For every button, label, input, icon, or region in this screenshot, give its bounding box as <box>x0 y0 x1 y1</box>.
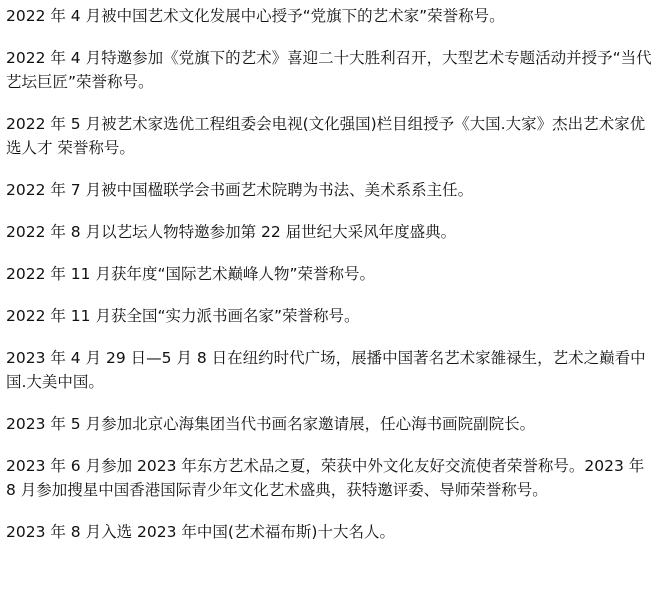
entry-8: 2023 年 4 月 29 日—5 月 8 日在纽约时代广场，展播中国著名艺术家雒禄生，艺术之巅看中国.大美中国。 <box>6 349 646 391</box>
entry-7: 2022 年 11 月获全国“实力派书画名家”荣誉称号。 <box>6 307 360 325</box>
entry-5: 2022 年 8 月以艺坛人物特邀参加第 22 届世纪大采风年度盛典。 <box>6 223 457 241</box>
entry-1: 2022 年 4 月被中国艺术文化发展中心授予“党旗下的艺术家”荣誉称号。 <box>6 7 505 25</box>
entry-4: 2022 年 7 月被中国楹联学会书画艺术院聘为书法、美术系系主任。 <box>6 181 474 199</box>
document-body <box>6 4 654 544</box>
entry-3: 2022 年 5 月被艺术家选优工程组委会电视(文化强国)栏目组授予《大国.大家》杰出艺术家优选人才 荣誉称号。 <box>6 115 646 157</box>
entry-9: 2023 年 5 月参加北京心海集团当代书画名家邀请展，任心海书画院副院长。 <box>6 415 536 433</box>
entry-10: 2023 年 6 月参加 2023 年东方艺术品之夏，荣获中外文化友好交流使者荣誉称号。2023 年 8 月参加搜星中国香港国际青少年文化艺术盛典，获特邀评委、导师荣誉称号。 <box>6 457 645 499</box>
entry-11: 2023 年 8 月入选 2023 年中国(艺术福布斯)十大名人。 <box>6 523 395 541</box>
entry-2: 2022 年 4 月特邀参加《党旗下的艺术》喜迎二十大胜利召开，大型艺术专题活动并授予“当代艺坛巨匠”荣誉称号。 <box>6 49 652 91</box>
entry-6: 2022 年 11 月获年度“国际艺术巅峰人物”荣誉称号。 <box>6 265 376 283</box>
